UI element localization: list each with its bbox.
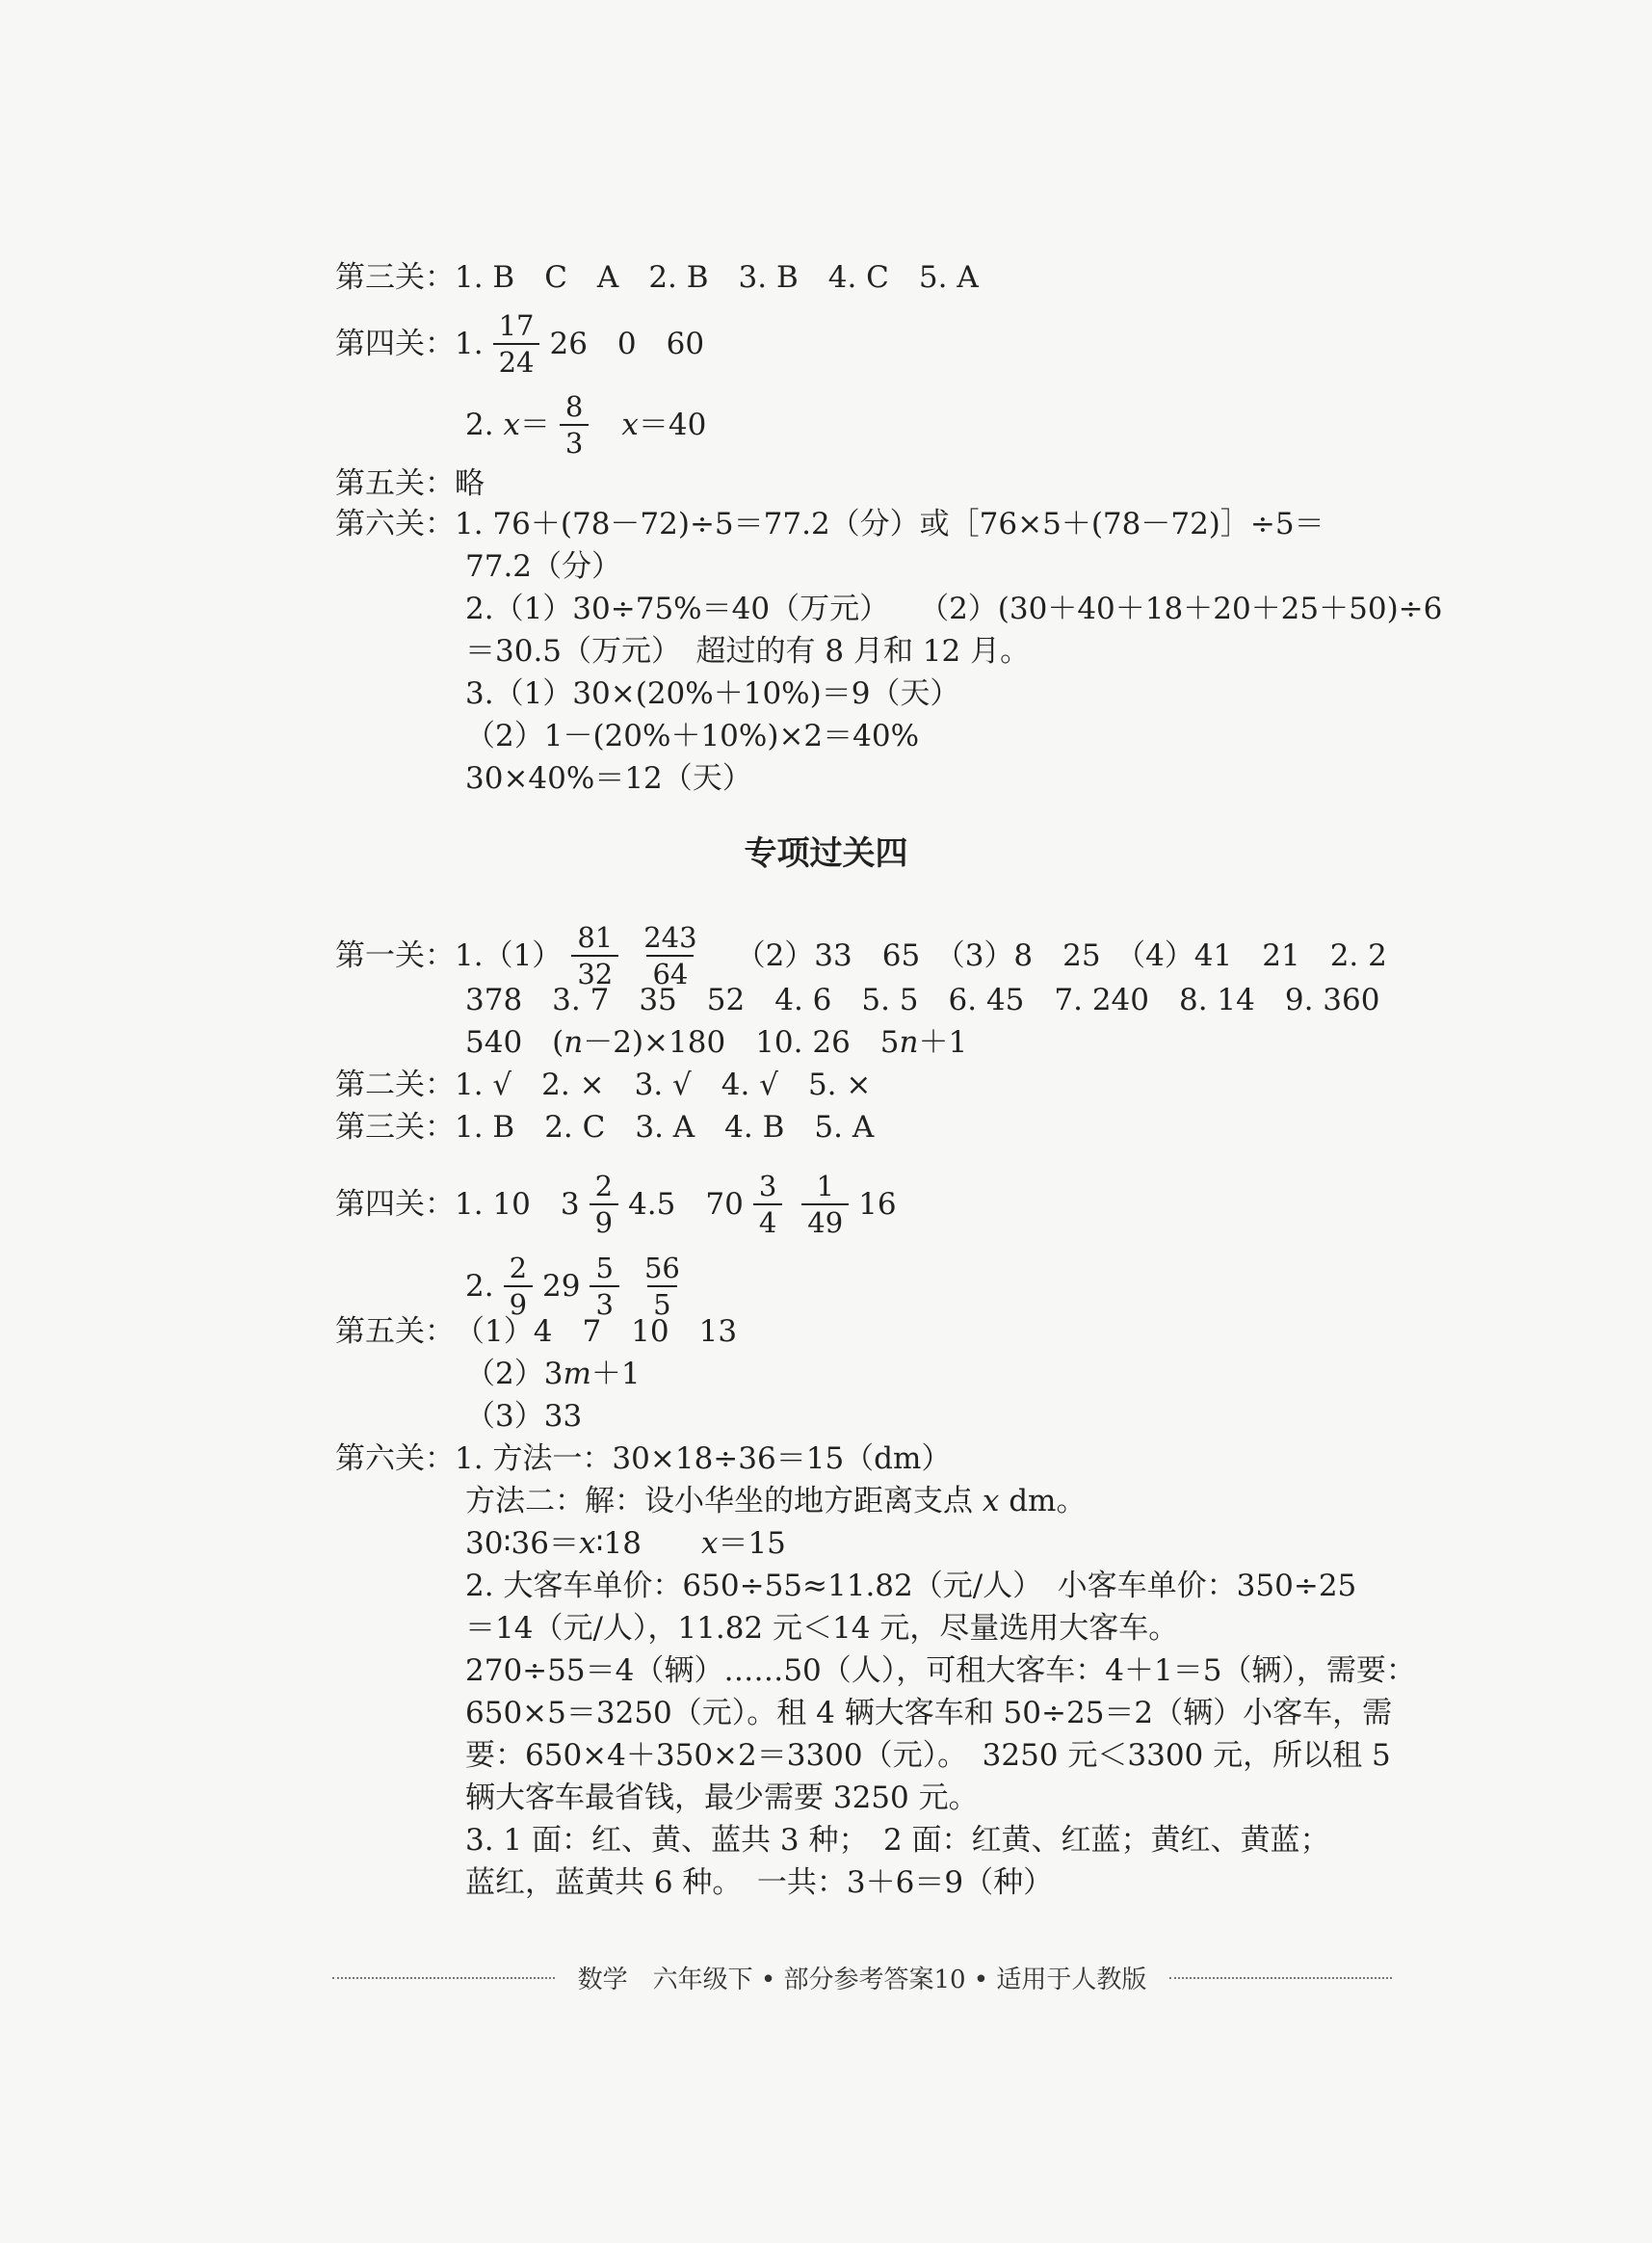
b-level6-line2 <box>465 1482 1086 1520</box>
equals: ＝ <box>519 408 550 442</box>
answers: （1）4 7 10 13 <box>455 1314 738 1349</box>
item-number: 2. <box>465 408 504 442</box>
item-number: 1.（1） <box>455 938 563 973</box>
variable: x <box>982 1484 1000 1518</box>
numerator: 2 <box>509 1252 528 1284</box>
answer-text: （2）1－(20%＋10%)×2＝40% <box>465 719 920 753</box>
footer-text: 数学 六年级下 • 部分参考答案10 • 适用于人教版 <box>577 1966 1147 1994</box>
variable: n <box>899 1025 919 1060</box>
answer-text: ＝15 <box>718 1526 786 1561</box>
answer-text: 540 ( <box>465 1025 564 1060</box>
answer-text: 77.2（分） <box>465 549 622 584</box>
label: 第三关： <box>335 260 455 295</box>
answer: 略 <box>455 466 485 501</box>
a-level4-line2 <box>465 389 706 461</box>
answers: 1. B C A 2. B 3. B 4. C 5. A <box>455 260 979 295</box>
variable: x <box>503 408 520 442</box>
answer-text: 蓝红，蓝黄共 6 种。 一共：3＋6＝9（种） <box>465 1865 1054 1900</box>
answer-text: ＝14（元/人），11.82 元＜14 元，尽量选用大客车。 <box>465 1611 1179 1646</box>
label: 第五关： <box>335 466 455 501</box>
b-level6-line8 <box>465 1736 1391 1775</box>
a-level6-line1 <box>335 505 1324 543</box>
variable: m <box>563 1357 591 1391</box>
b-level6-line6 <box>465 1651 1416 1690</box>
numerator: 1 <box>816 1170 834 1202</box>
numerator: 8 <box>564 390 584 423</box>
answer-text: 30×40%＝12（天） <box>465 761 752 796</box>
answer-text: （3）33 <box>465 1399 583 1434</box>
numerator: 56 <box>643 1252 680 1284</box>
answers: 1. B 2. C 3. A 4. B 5. A <box>455 1110 875 1145</box>
a-level3 <box>335 258 979 297</box>
fraction <box>590 1169 618 1240</box>
denominator: 9 <box>504 1285 533 1322</box>
label: 第四关： <box>335 327 455 361</box>
item-number: 1. <box>455 327 484 361</box>
a-level6-line3 <box>465 590 1442 628</box>
b-level3 <box>335 1108 874 1147</box>
answer-text: 辆大客车最省钱，最少需要 3250 元。 <box>465 1781 979 1815</box>
b-level5-line1 <box>335 1312 737 1351</box>
a-level5 <box>335 464 485 503</box>
label: 第三关： <box>335 1110 455 1145</box>
numerator: 243 <box>643 921 697 954</box>
variable: n <box>564 1025 584 1060</box>
answers: 4.5 70 <box>628 1187 744 1222</box>
fraction <box>639 1251 686 1322</box>
answers: 378 3. 7 35 52 4. 6 5. 5 6. 45 7. 240 8. 14 9. 360 <box>465 983 1380 1017</box>
label: 第四关： <box>335 1187 455 1222</box>
answer-text: 2. 大客车单价：650÷55≈11.82（元/人） 小客车单价：350÷25 <box>465 1569 1357 1603</box>
page-footer <box>332 1960 1392 1995</box>
answers: 1. √ 2. × 3. √ 4. √ 5. × <box>455 1068 872 1102</box>
answer-text: 3.（1）30×(20%＋10%)＝9（天） <box>465 676 960 711</box>
b-level5-line3 <box>465 1397 582 1436</box>
fraction <box>590 1251 618 1322</box>
equation-rhs: ＝40 <box>638 408 707 442</box>
denominator: 3 <box>590 1285 618 1322</box>
b-level2 <box>335 1066 871 1104</box>
a-level6-line6 <box>465 717 919 755</box>
label: 第五关： <box>335 1314 455 1349</box>
answer-text: 方法二：解：设小华坐的地方距离支点 <box>465 1484 983 1518</box>
answer-text: ＋1 <box>590 1357 641 1391</box>
answers: 1. 10 3 <box>455 1187 580 1222</box>
answer-text: dm。 <box>999 1484 1087 1518</box>
answer-text: 30∶36＝ <box>465 1526 579 1561</box>
a-level6-line2 <box>465 547 621 586</box>
fraction <box>504 1251 533 1322</box>
answer-text: 650×5＝3250（元）。租 4 辆大客车和 50÷25＝2（辆）小客车，需 <box>465 1696 1393 1730</box>
answers: 29 <box>542 1269 581 1304</box>
denominator: 49 <box>801 1203 849 1240</box>
a-level6-line4 <box>465 632 1030 671</box>
variable: x <box>700 1526 719 1561</box>
denominator: 3 <box>560 424 589 461</box>
fraction <box>801 1169 849 1240</box>
item-number: 2. <box>465 1269 494 1304</box>
b-level6-line11 <box>465 1863 1053 1902</box>
answer-text: 1. 方法一：30×18÷36＝15（dm） <box>455 1441 952 1476</box>
a-level4-line1 <box>335 308 704 380</box>
denominator: 64 <box>646 955 694 991</box>
answers: 26 0 60 <box>549 327 705 361</box>
denominator: 9 <box>590 1203 618 1240</box>
b-level6-line3 <box>465 1524 786 1563</box>
fraction <box>493 308 540 380</box>
denominator: 32 <box>571 955 618 991</box>
answer-text: ＋1 <box>918 1025 968 1060</box>
answer-text: －2)×180 10. 26 5 <box>583 1025 900 1060</box>
answer-text: 270÷55＝4（辆）……50（人），可租大客车：4＋1＝5（辆），需要： <box>465 1653 1416 1688</box>
numerator: 17 <box>498 309 535 342</box>
label: 第六关： <box>335 1441 455 1476</box>
denominator: 5 <box>647 1285 676 1322</box>
b-level4-line1 <box>335 1169 897 1240</box>
numerator: 5 <box>595 1252 614 1284</box>
answer-text: 要：650×4＋350×2＝3300（元）。 3250 元＜3300 元，所以租 5 <box>465 1738 1391 1773</box>
section-heading: 专项过关四 <box>744 834 908 873</box>
b-level6-line10 <box>465 1821 1330 1860</box>
answer-text: （2）3 <box>465 1357 564 1391</box>
answers: （2）33 65 （3）8 25 （4）41 21 2. 2 <box>735 938 1387 973</box>
answers: 16 <box>858 1187 897 1222</box>
footer-divider-right <box>1169 1977 1392 1979</box>
b-level1-line3 <box>465 1023 967 1062</box>
footer-divider-left <box>332 1977 555 1979</box>
answer-text: 1. 76＋(78－72)÷5＝77.2（分）或［76×5＋(78－72)］÷5＝ <box>455 507 1324 541</box>
denominator: 4 <box>753 1203 782 1240</box>
denominator: 24 <box>493 343 540 380</box>
answer-text: 3. 1 面：红、黄、蓝共 3 种； 2 面：红黄、红蓝；黄红、黄蓝； <box>465 1823 1330 1858</box>
variable: x <box>578 1526 596 1561</box>
numerator: 3 <box>758 1170 777 1202</box>
variable: x <box>621 408 639 442</box>
b-level5-line2 <box>465 1355 641 1393</box>
label: 第二关： <box>335 1068 455 1102</box>
a-level6-line5 <box>465 674 959 713</box>
label: 第一关： <box>335 938 455 973</box>
label: 第六关： <box>335 507 455 541</box>
b-level6-line5 <box>465 1609 1178 1648</box>
numerator: 2 <box>594 1170 614 1202</box>
b-level6-line7 <box>465 1694 1392 1732</box>
b-level6-line4 <box>465 1567 1356 1605</box>
fraction <box>560 389 589 461</box>
b-level6-line9 <box>465 1779 979 1817</box>
numerator: 81 <box>577 921 614 954</box>
b-level4-line2 <box>465 1251 695 1322</box>
b-level1-line2 <box>465 981 1379 1019</box>
answer-text: ＝30.5（万元） 超过的有 8 月和 12 月。 <box>465 634 1031 669</box>
b-level6-line1 <box>335 1439 951 1478</box>
fraction <box>753 1169 782 1240</box>
a-level6-line7 <box>465 759 752 798</box>
answer-text: 2.（1）30÷75%＝40（万元） （2）(30＋40＋18＋20＋25＋50)÷6 <box>465 592 1443 626</box>
answer-text: ∶18 <box>595 1526 701 1561</box>
